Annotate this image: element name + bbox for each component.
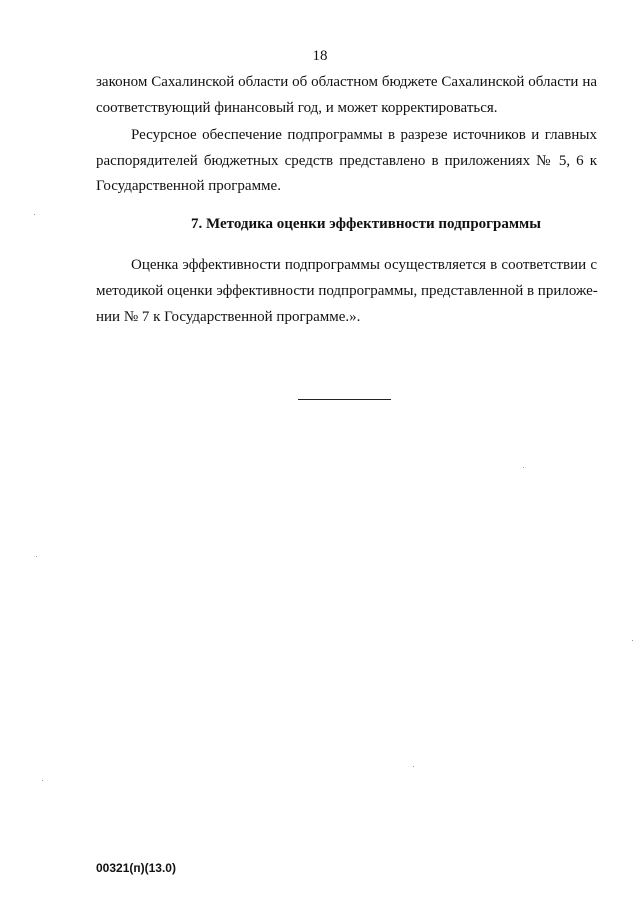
scan-speck [413,766,414,767]
paragraph-2-line-3: Государственной программе. [96,178,281,194]
section-heading: 7. Методика оценки эффективности подпрограммы [191,216,541,232]
scan-speck [632,640,633,641]
scan-speck [42,780,43,781]
footer-document-code: 00321(п)(13.0) [96,861,176,875]
page-number: 18 [312,48,328,64]
paragraph-1-line-2: соответствующий финансовый год, и может корректироваться. [96,100,498,116]
separator-line [298,399,391,400]
section-paragraph-line-3: нии № 7 к Государственной программе.». [96,309,361,325]
section-paragraph-line-1: Оценка эффективности подпрограммы осуществляется в соответствии с [131,257,597,273]
paragraph-1-line-1: законом Сахалинской области об областном бюджете Сахалинской области на [96,74,597,90]
section-paragraph-line-2: методикой оценки эффективности подпрограммы, представленной в приложе- [96,283,598,299]
scan-speck [523,467,524,468]
scan-speck [34,214,35,215]
scan-speck [36,556,37,557]
paragraph-2-line-1: Ресурсное обеспечение подпрограммы в разрезе источников и главных [131,127,597,143]
paragraph-2-line-2: распорядителей бюджетных средств представлено в приложениях № 5, 6 к [96,153,597,169]
